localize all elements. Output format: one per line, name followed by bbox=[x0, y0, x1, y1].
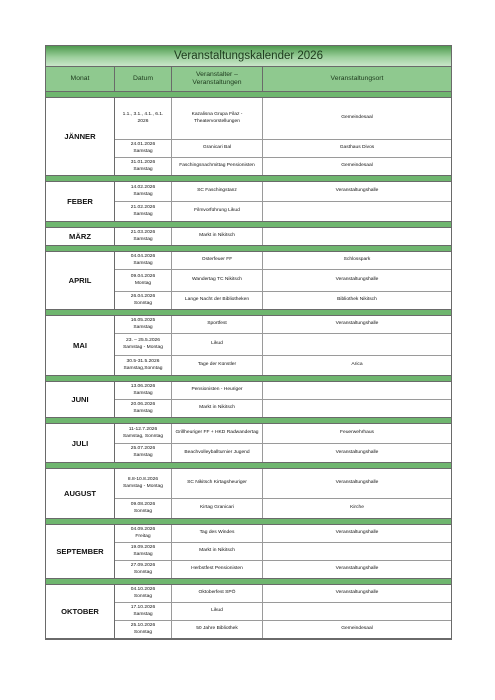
event-place: Veranstaltungshalle bbox=[335, 188, 379, 194]
event-day: Freitag bbox=[135, 533, 151, 539]
event-name: Herbstfest Pensionisten bbox=[172, 561, 263, 578]
month-block bbox=[46, 525, 451, 579]
event-day: 2026 bbox=[137, 118, 149, 124]
event-day: Sonntag bbox=[133, 593, 153, 599]
event-name: Markt in Nikitsch bbox=[172, 228, 263, 245]
event-date: 11-12.7.2026 bbox=[128, 426, 158, 432]
table-header bbox=[46, 67, 451, 92]
event-date: 21.02.2026 bbox=[130, 204, 156, 210]
month-block bbox=[46, 98, 451, 176]
event-date: 25.07.2026 bbox=[130, 446, 156, 452]
event-day: Samstag bbox=[133, 453, 153, 458]
event-date: 14.02.2026 bbox=[130, 184, 156, 190]
month-name: JÄNNER bbox=[46, 98, 115, 175]
table-row bbox=[115, 620, 451, 638]
table-row bbox=[115, 355, 451, 375]
event-place: Veranstaltungshalle bbox=[335, 321, 379, 327]
table-row bbox=[115, 560, 451, 578]
table-row bbox=[115, 98, 451, 139]
table-row bbox=[115, 316, 451, 333]
event-date: 8.8-10.8.2026 bbox=[127, 476, 159, 482]
event-place: Gemeindesaal bbox=[341, 115, 373, 121]
event-date: 25.10.2026 bbox=[130, 622, 156, 628]
table-row bbox=[115, 525, 451, 542]
month-block bbox=[46, 382, 451, 418]
event-day: Samstag bbox=[133, 390, 153, 396]
event-date: 19.09.2026 bbox=[130, 544, 156, 550]
event-date: 20.06.2026 bbox=[130, 401, 156, 407]
month-name: JULI bbox=[46, 424, 115, 462]
month-name: APRIL bbox=[46, 252, 115, 309]
date-cell bbox=[115, 202, 172, 221]
event-place bbox=[263, 400, 451, 417]
table-row bbox=[115, 542, 451, 560]
header-veranstalter bbox=[172, 67, 263, 91]
event-name: Markt in Nikitsch bbox=[172, 543, 263, 560]
event-date: 31.01.2026 bbox=[130, 159, 156, 165]
table-row bbox=[115, 585, 451, 602]
month-block bbox=[46, 182, 451, 222]
event-name: Granicari Bal bbox=[172, 140, 263, 157]
event-date: 09.08.2026 bbox=[130, 501, 156, 507]
event-place: Arica bbox=[351, 362, 363, 368]
table-row bbox=[115, 424, 451, 443]
month-block bbox=[46, 316, 451, 376]
event-date: 17.10.2026 bbox=[130, 604, 156, 610]
event-place bbox=[263, 603, 451, 620]
event-name: Grillheuriger FF + HKD Radwandertag bbox=[172, 424, 263, 443]
event-name: Sportfest bbox=[172, 316, 263, 333]
date-cell bbox=[115, 382, 172, 399]
event-name: 50 Jahre Bibliothek bbox=[172, 621, 263, 638]
date-cell bbox=[115, 561, 172, 578]
month-block bbox=[46, 252, 451, 310]
event-date: 26.04.2026 bbox=[130, 293, 156, 299]
date-cell bbox=[115, 228, 172, 245]
event-name: Pensionisten - Heuriger bbox=[172, 382, 263, 399]
event-place bbox=[263, 334, 451, 355]
date-cell bbox=[115, 585, 172, 602]
header-monat: Monat bbox=[46, 67, 115, 91]
event-day: Samstag, Sonntag bbox=[122, 433, 164, 439]
event-date: 16.05.2025 bbox=[130, 317, 156, 323]
event-date: 27.09.2026 bbox=[130, 562, 156, 568]
date-cell bbox=[115, 621, 172, 638]
event-place: Schlosspark bbox=[343, 257, 371, 263]
event-place: Veranstaltungshalle bbox=[335, 590, 379, 596]
date-cell bbox=[115, 316, 172, 333]
table-row bbox=[115, 443, 451, 462]
date-cell bbox=[115, 400, 172, 417]
event-day: Samstag bbox=[133, 166, 153, 172]
table-row bbox=[115, 291, 451, 309]
event-day: Montag bbox=[134, 280, 152, 286]
calendar-title: Veranstaltungskalender 2026 bbox=[46, 46, 451, 67]
table-row bbox=[115, 201, 451, 221]
date-cell bbox=[115, 270, 172, 291]
event-date: 04.09.2026 bbox=[130, 526, 156, 532]
event-day: Samstag bbox=[133, 236, 153, 242]
event-name: Kirtag Granicari bbox=[172, 499, 263, 518]
table-row bbox=[115, 252, 451, 269]
event-name: Lange Nacht der Bibliotheken bbox=[172, 292, 263, 309]
event-name: Osterfeuer FF bbox=[172, 252, 263, 269]
date-cell bbox=[115, 334, 172, 355]
event-name: Tag des Windes bbox=[172, 525, 263, 542]
month-name: MÄRZ bbox=[46, 228, 115, 245]
event-place bbox=[263, 228, 451, 245]
event-place: Gemeindesaal bbox=[341, 163, 373, 169]
event-day: Sonntag bbox=[133, 629, 153, 635]
date-cell bbox=[115, 292, 172, 309]
table-row bbox=[115, 382, 451, 399]
header-veranstalter-line2: Veranstaltungen bbox=[192, 79, 242, 86]
event-name: Oktoberfest SPÖ bbox=[172, 585, 263, 602]
event-day: Samstag bbox=[133, 148, 153, 154]
event-day: Sonntag bbox=[133, 508, 153, 514]
event-place: Gasthaus Divos bbox=[339, 145, 375, 151]
month-name: AUGUST bbox=[46, 469, 115, 518]
event-day: Samstag bbox=[133, 611, 153, 617]
date-cell bbox=[115, 158, 172, 175]
event-day: Sonntag bbox=[133, 569, 153, 575]
event-name: Markt in Nikitsch bbox=[172, 400, 263, 417]
date-cell bbox=[115, 98, 172, 139]
month-block bbox=[46, 424, 451, 463]
event-day: Samstag bbox=[133, 191, 153, 197]
event-day: Samstag - Montag bbox=[123, 344, 163, 350]
table-row bbox=[115, 139, 451, 157]
header-veranstalter-line1: Veranstalter – bbox=[196, 71, 238, 79]
event-name: SC Nikitsch Kirtagsheuriger bbox=[172, 469, 263, 498]
date-cell bbox=[115, 444, 172, 462]
month-name: FEBER bbox=[46, 182, 115, 221]
event-date: 13.06.2026 bbox=[130, 383, 156, 389]
event-date: 1.1., 3.1., 4.1., 6.1. bbox=[122, 111, 164, 117]
event-date: 04.10.2026 bbox=[130, 586, 156, 592]
date-cell bbox=[115, 424, 172, 443]
event-name: Tage der Künstler bbox=[172, 356, 263, 375]
table-row bbox=[115, 469, 451, 498]
event-place: Veranstaltungshalle bbox=[335, 449, 379, 455]
event-name: SC Faschingstanz bbox=[172, 182, 263, 201]
event-day: Samstag bbox=[133, 408, 153, 414]
date-cell bbox=[115, 182, 172, 201]
event-place: Veranstaltungshalle bbox=[335, 530, 379, 536]
event-date: 24.01.2026 bbox=[130, 141, 156, 147]
month-name: OKTOBER bbox=[46, 585, 115, 638]
table-body bbox=[46, 92, 451, 639]
month-block bbox=[46, 228, 451, 246]
event-date: 09.04.2026 bbox=[130, 273, 156, 279]
table-row bbox=[115, 602, 451, 620]
event-day: Samstag bbox=[133, 324, 153, 330]
event-name: Filmvorführung Likud bbox=[172, 202, 263, 221]
event-place: Bibliothek Nikitsch bbox=[337, 297, 377, 303]
event-day: Samstag bbox=[133, 211, 153, 217]
event-place bbox=[263, 202, 451, 221]
event-day: Samstag,Sonntag bbox=[123, 365, 163, 371]
date-cell bbox=[115, 252, 172, 269]
month-name: SEPTEMBER bbox=[46, 525, 115, 578]
event-place: Veranstaltungshalle bbox=[335, 480, 379, 486]
event-place: Veranstaltungshalle bbox=[335, 566, 379, 572]
event-day: Samstag - Montag bbox=[123, 483, 163, 489]
event-place bbox=[263, 382, 451, 399]
header-datum: Datum bbox=[115, 67, 172, 91]
date-cell bbox=[115, 140, 172, 157]
table-row bbox=[115, 269, 451, 291]
event-name: Kazalisna Grupa Filaz - Theatervorstellungen bbox=[172, 98, 263, 139]
month-block bbox=[46, 585, 451, 639]
table-row bbox=[115, 182, 451, 201]
month-block bbox=[46, 469, 451, 519]
event-day: Samstag bbox=[133, 260, 153, 266]
event-day: Samstag bbox=[133, 551, 153, 557]
event-name: Faschingsnachmittag Pensionisten bbox=[172, 158, 263, 175]
event-place: Veranstaltungshalle bbox=[335, 277, 379, 283]
event-name: Likud bbox=[172, 334, 263, 355]
event-name: Beachvolleyballturnier Jugend bbox=[172, 444, 263, 462]
event-place bbox=[263, 543, 451, 560]
month-name: JUNI bbox=[46, 382, 115, 417]
event-date: 30.5-31.5.2026 bbox=[126, 358, 160, 364]
event-place: Kirche bbox=[350, 505, 364, 511]
event-calendar-table bbox=[45, 45, 452, 640]
date-cell bbox=[115, 525, 172, 542]
table-row bbox=[115, 333, 451, 355]
event-date: 04.04.2026 bbox=[130, 253, 156, 259]
event-place: Gemeindesaal bbox=[341, 626, 373, 632]
event-date: 21.03.2026 bbox=[130, 229, 156, 235]
header-ort: Veranstaltungsort bbox=[330, 75, 384, 83]
event-name: Wandertag TC Nikitsch bbox=[172, 270, 263, 291]
table-row bbox=[115, 228, 451, 245]
event-place: Feuerwehrhaus bbox=[340, 430, 374, 436]
date-cell bbox=[115, 603, 172, 620]
table-row bbox=[115, 498, 451, 518]
month-name: MAI bbox=[46, 316, 115, 375]
table-row bbox=[115, 399, 451, 417]
date-cell bbox=[115, 469, 172, 498]
event-day: Sonntag bbox=[133, 300, 153, 306]
event-name: Likud bbox=[172, 603, 263, 620]
date-cell bbox=[115, 499, 172, 518]
date-cell bbox=[115, 356, 172, 375]
table-row bbox=[115, 157, 451, 175]
date-cell bbox=[115, 543, 172, 560]
event-date: 23. – 25.5.2026 bbox=[126, 337, 160, 343]
